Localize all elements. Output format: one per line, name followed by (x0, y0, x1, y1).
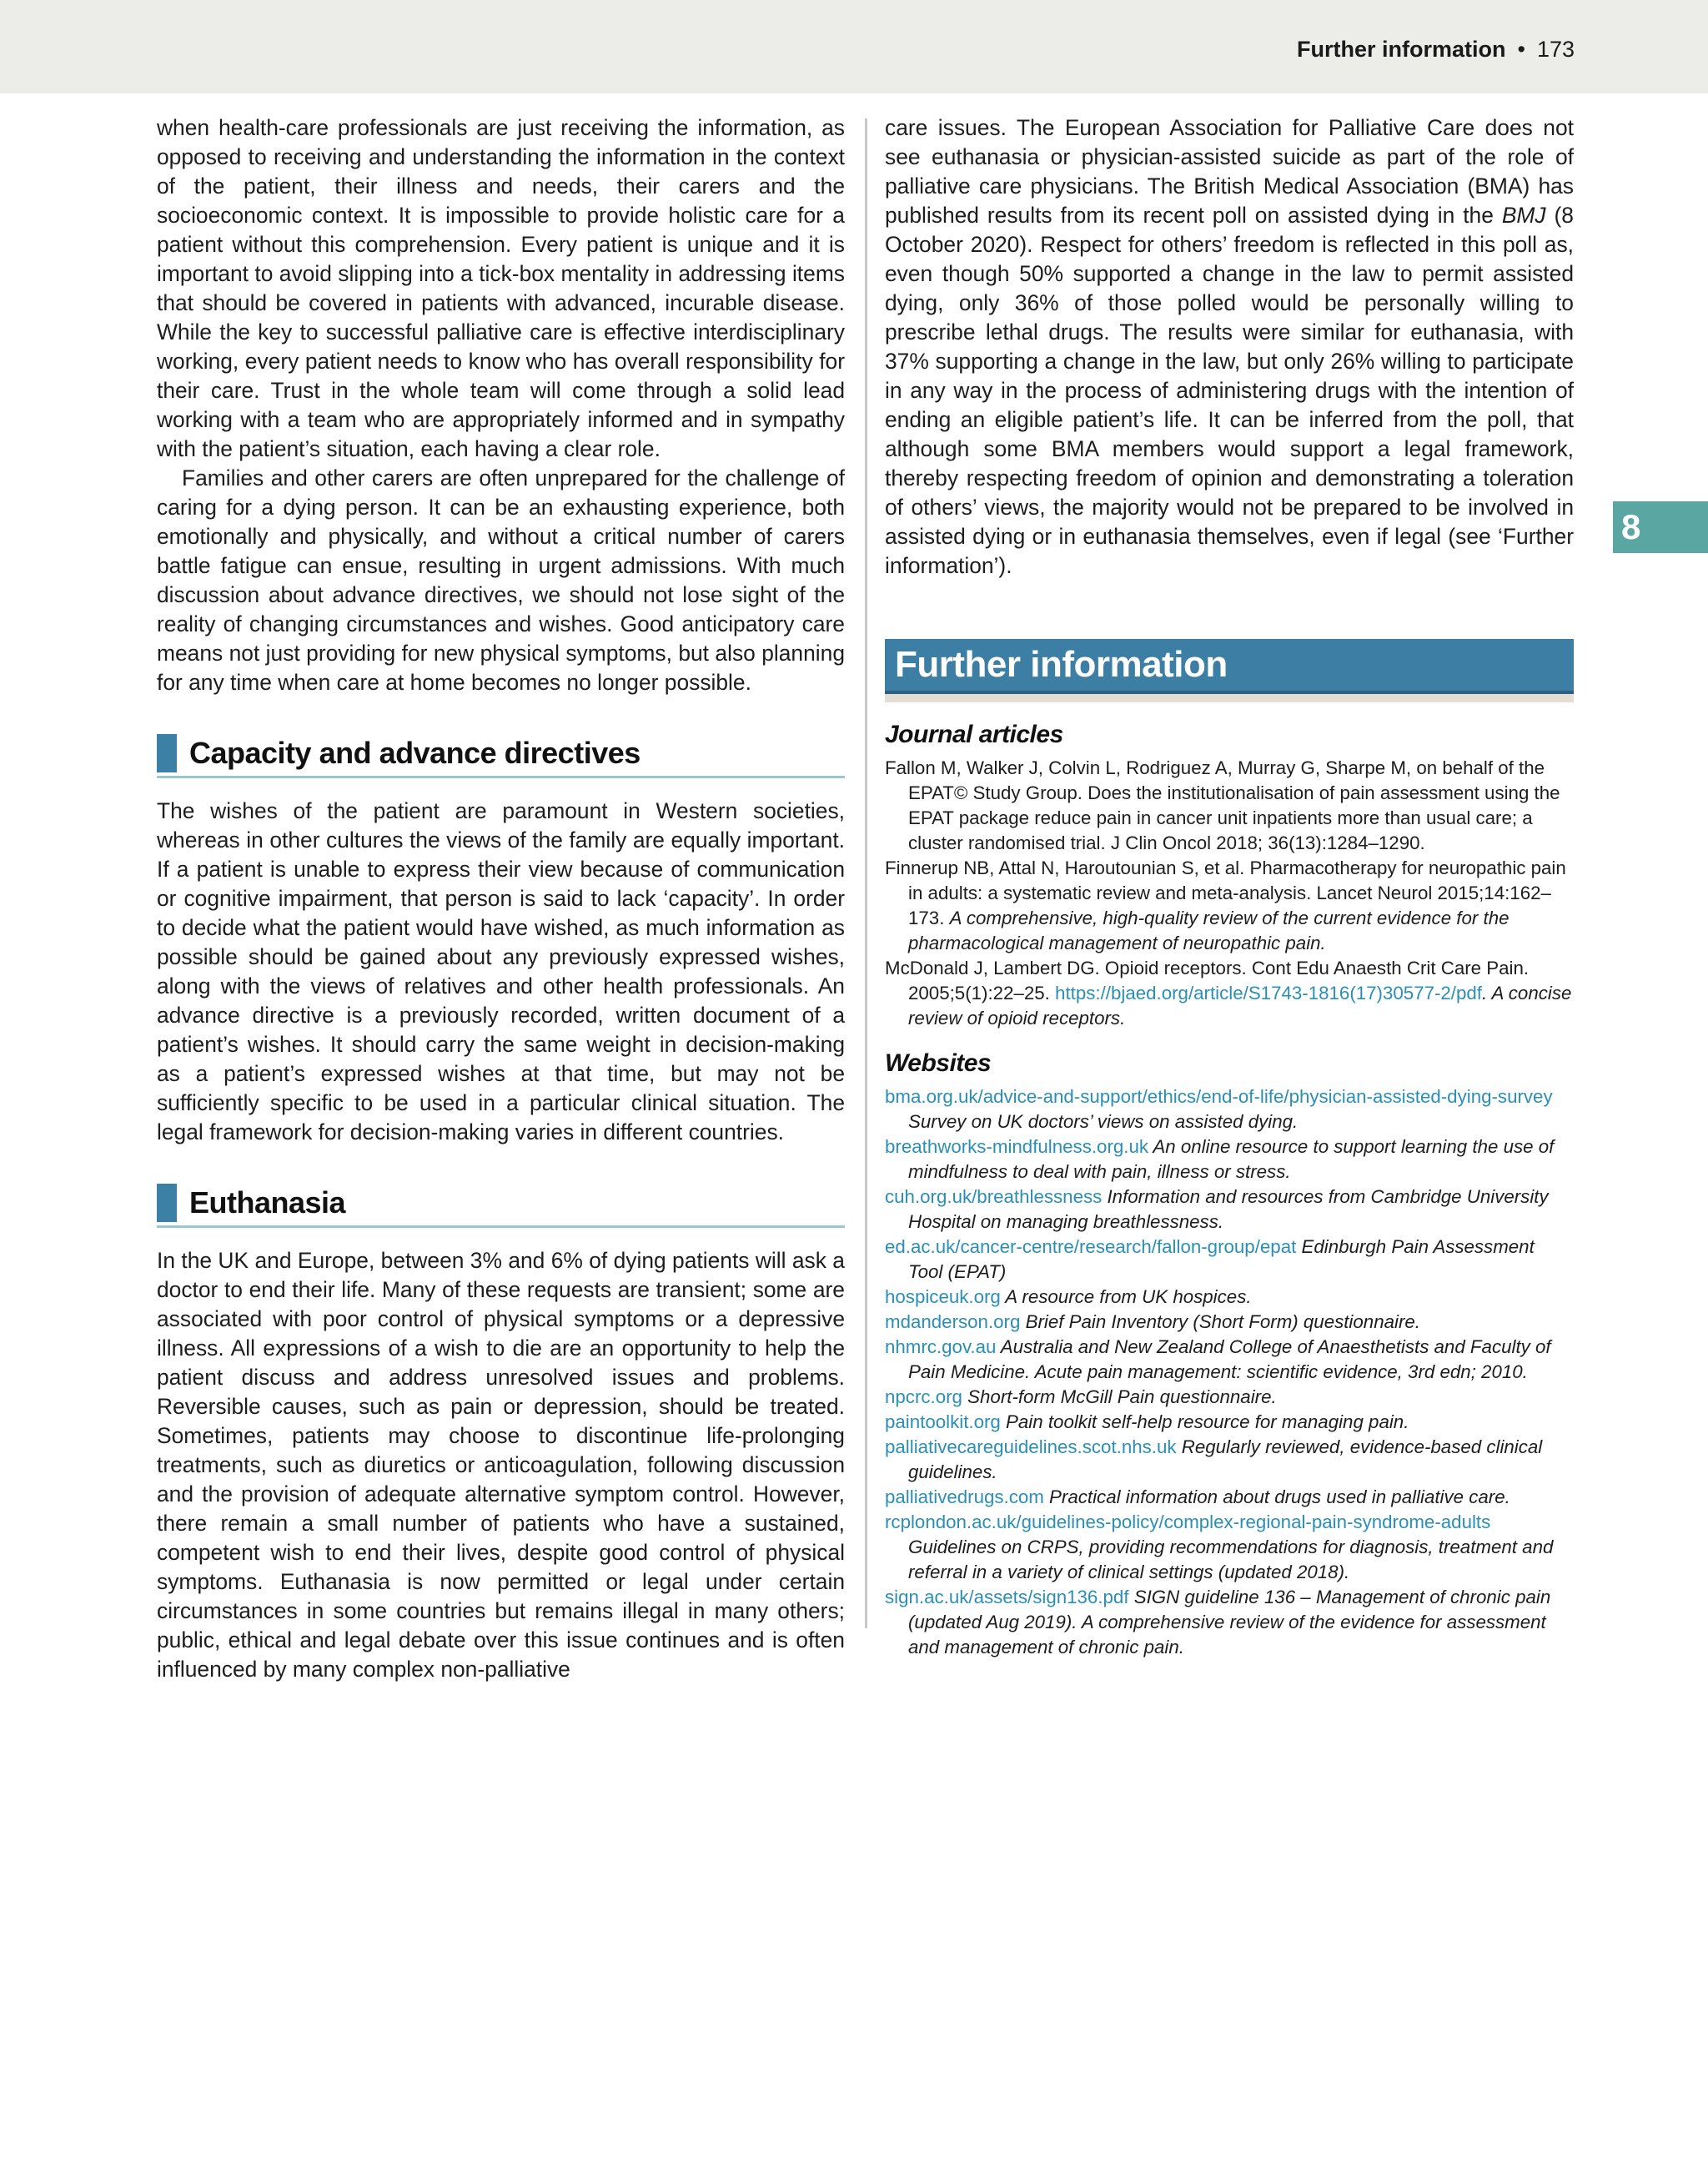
website-link[interactable]: palliativecareguidelines.scot.nhs.uk (885, 1436, 1177, 1457)
body-paragraph: Families and other carers are often unprepared for the challenge of caring for a dying person. It can be an exhausting experience, both emotionally and physically, and without a critical number of carers battle fatigue can ensue, resulting in urgent admissions. With much discussion about advance directives, we should not lose sight of the reality of changing circumstances and wishes. Good anticipatory care means not just providing for new physical symptoms, but also planning for any time when care at home becomes no longer possible. (157, 465, 845, 695)
journal-articles-heading: Journal articles (885, 721, 1063, 748)
website-item (885, 1185, 1574, 1235)
reference-item (885, 756, 1574, 856)
website-link[interactable]: breathworks-mindfulness.org.uk (885, 1136, 1149, 1157)
website-note: Information and resources from Cambridge University Hospital on managing breathlessness. (908, 1186, 1549, 1232)
website-item (885, 1410, 1574, 1435)
website-item (885, 1335, 1574, 1385)
reference-text: McDonald J, Lambert DG. Opioid receptors. Cont Edu Anaesth Crit Care Pain. 2005;5(1):22–25. (885, 958, 1530, 1003)
website-link[interactable]: ed.ac.uk/cancer-centre/research/fallon-group/epat (885, 1236, 1297, 1257)
website-note: An online resource to support learning the use of mindfulness to deal with pain, illness or stress. (908, 1136, 1555, 1182)
journal-name: BMJ (1501, 203, 1546, 228)
section-heading-euthanasia (157, 1182, 845, 1228)
website-item (885, 1485, 1574, 1510)
body-paragraph: The wishes of the patient are paramount in Western societies, whereas in other cultures the views of the family are equally important. If a patient is unable to express their view because of communication or cognitive impairment, that person is said to lack ‘capacity’. In order to decide what the patient would have wished, as much information as possible should be gained about any previously expressed wishes, along with the views of relatives and other health professionals. An advance directive is a previously recorded, written document of a patient’s wishes. It should carry the same weight in decision-making as a patient’s expressed wishes at that time, but may not be sufficiently specific to be used in a particular clinical situation. The legal framework for decision-making varies in different countries. (157, 798, 845, 1144)
section-marker (157, 734, 177, 772)
section-heading-text: Euthanasia (189, 1185, 346, 1220)
body-paragraph: In the UK and Europe, between 3% and 6% of dying patients will ask a doctor to end their life. Many of these requests are transient; some are associated with poor control of physical symptoms or a depressive illness. All expressions of a wish to die are an opportunity to help the patient discuss and address unresolved issues and problems. Reversible causes, such as pain or depression, should be treated. Sometimes, patients may choose to discontinue life-prolonging treatments, such as diuretics or anticoagulation, following discussion and the provision of adequate alternative symptom control. However, there remain a small number of patients who have a sustained, competent wish to end their lives, despite good control of physical symptoms. Euthanasia is now permitted or legal under certain circumstances in some countries but remains illegal in many others; public, ethical and legal debate over this issue continues and is often influenced by many complex non-palliative (157, 1248, 845, 1682)
further-information-heading: Further information (895, 644, 1228, 685)
website-item (885, 1385, 1574, 1410)
body-paragraph: when health-care professionals are just receiving the information, as opposed to receiving and understanding the information in the context of the patient, their illness and needs, their carers and the socioeconomic context. It is impossible to provide holistic care for a patient without this comprehension. Every patient is unique and it is important to avoid slipping into a tick-box mentality in addressing items that should be covered in patients with advanced, incurable disease. While the key to successful palliative care is effective interdisciplinary working, every patient needs to know who has overall responsibility for their care. Trust in the whole team will come through a solid lead working with a team who are appropriately informed and in sympathy with the patient’s situation, each having a clear role. (157, 115, 845, 461)
body-paragraph (885, 113, 1574, 581)
website-link[interactable]: paintoolkit.org (885, 1411, 1001, 1432)
website-item (885, 1235, 1574, 1285)
website-link[interactable]: nhmrc.gov.au (885, 1336, 997, 1357)
reference-note: A comprehensive, high-quality review of the current evidence for the pharmacological management of neuropathic pain. (908, 908, 1510, 953)
journal-list (885, 756, 1574, 1031)
running-head-separator: • (1517, 37, 1525, 62)
website-item (885, 1510, 1574, 1585)
reference-item (885, 956, 1574, 1031)
website-link[interactable]: mdanderson.org (885, 1311, 1021, 1332)
column-divider (865, 118, 867, 1628)
website-note: Pain toolkit self-help resource for managing pain. (1000, 1411, 1409, 1432)
website-item (885, 1134, 1574, 1185)
website-note: Survey on UK doctors’ views on assisted dying. (908, 1111, 1299, 1132)
paragraph-text: care issues. The European Association for Palliative Care does not see euthanasia or physician-assisted suicide as part of the role of palliative care physicians. The British Medical Association (BMA) has published results from its recent poll on assisted dying in the (885, 115, 1574, 228)
websites-list (885, 1084, 1574, 1660)
reference-note: . A concise review of opioid receptors. (908, 983, 1572, 1029)
website-link[interactable]: cuh.org.uk/breathlessness (885, 1186, 1103, 1207)
website-link[interactable]: bma.org.uk/advice-and-support/ethics/end-of-life/physician-assisted-dying-survey (885, 1086, 1553, 1107)
section-marker (157, 1184, 177, 1222)
section-heading-capacity (157, 732, 845, 778)
page-number: 173 (1536, 37, 1575, 62)
websites-heading: Websites (885, 1049, 992, 1077)
website-link[interactable]: palliativedrugs.com (885, 1486, 1044, 1507)
website-item (885, 1084, 1574, 1134)
website-note: Practical information about drugs used in palliative care. (1043, 1486, 1510, 1507)
left-column (157, 113, 845, 1684)
website-item (885, 1435, 1574, 1485)
website-note: A resource from UK hospices. (1000, 1286, 1252, 1307)
website-link[interactable]: sign.ac.uk/assets/sign136.pdf (885, 1587, 1129, 1607)
website-item (885, 1310, 1574, 1335)
right-column (885, 113, 1574, 1660)
website-item (885, 1285, 1574, 1310)
reference-link[interactable]: https://bjaed.org/article/S1743-1816(17)30577-2/pdf (1055, 983, 1482, 1003)
website-note: SIGN guideline 136 – Management of chronic pain (updated Aug 2019). A comprehensive review of the evidence for assessment and management of chronic pain. (908, 1587, 1551, 1657)
website-note: Guidelines on CRPS, providing recommendations for diagnosis, treatment and referral in a variety of clinical settings (updated 2018). (908, 1537, 1554, 1582)
website-note: Short-form McGill Pain questionnaire. (962, 1386, 1277, 1407)
website-link[interactable]: npcrc.org (885, 1386, 962, 1407)
website-note: Regularly reviewed, evidence-based clinical guidelines. (908, 1436, 1543, 1482)
website-note: Australia and New Zealand College of Anaesthetists and Faculty of Pain Medicine. Acute pain management: scientific evidence, 3rd edn; 2010. (908, 1336, 1551, 1382)
reference-text: Fallon M, Walker J, Colvin L, Rodriguez A, Murray G, Sharpe M, on behalf of the EPAT© Study Group. Does the institutionalisation of pain assessment using the EPAT package reduce pain in cancer unit inpatients more than usual care; a cluster randomised trial. J Clin Oncol 2018; 36(13):1284–1290. (885, 757, 1560, 853)
website-link[interactable]: hospiceuk.org (885, 1286, 1001, 1307)
reference-text: Finnerup NB, Attal N, Haroutounian S, et al. Pharmacotherapy for neuropathic pain in adults: a systematic review and meta-analysis. Lancet Neurol 2015;14:162–173. (885, 858, 1566, 928)
reference-item (885, 856, 1574, 956)
website-link[interactable]: rcplondon.ac.uk/guidelines-policy/complex-regional-pain-syndrome-adults (885, 1512, 1491, 1532)
paragraph-text: (8 October 2020). Respect for others’ freedom is reflected in this poll as, even though 50% supported a change in the law to permit assisted dying, only 36% of those polled would be personally willing to prescribe lethal drugs. The results were similar for euthanasia, with 37% supporting a change in the law, but only 26% willing to participate in any way in the process of administering drugs with the intention of ending an eligible patient’s life. It can be inferred from the poll, that although some BMA members would support a legal framework, thereby respecting freedom of opinion and demonstrating a toleration of others’ views, the majority would not be prepared to be involved in assisted dying or in euthanasia themselves, even if legal (see ‘Further information’). (885, 203, 1574, 578)
further-information-banner (885, 639, 1574, 702)
website-item (885, 1585, 1574, 1660)
chapter-tab: 8 (1613, 501, 1708, 553)
section-heading-text: Capacity and advance directives (189, 736, 640, 770)
running-head (1297, 37, 1575, 63)
website-note: Edinburgh Pain Assessment Tool (EPAT) (908, 1236, 1535, 1282)
running-head-title: Further information (1296, 37, 1506, 62)
website-note: Brief Pain Inventory (Short Form) questionnaire. (1020, 1311, 1420, 1332)
banner-shadow (885, 694, 1574, 702)
